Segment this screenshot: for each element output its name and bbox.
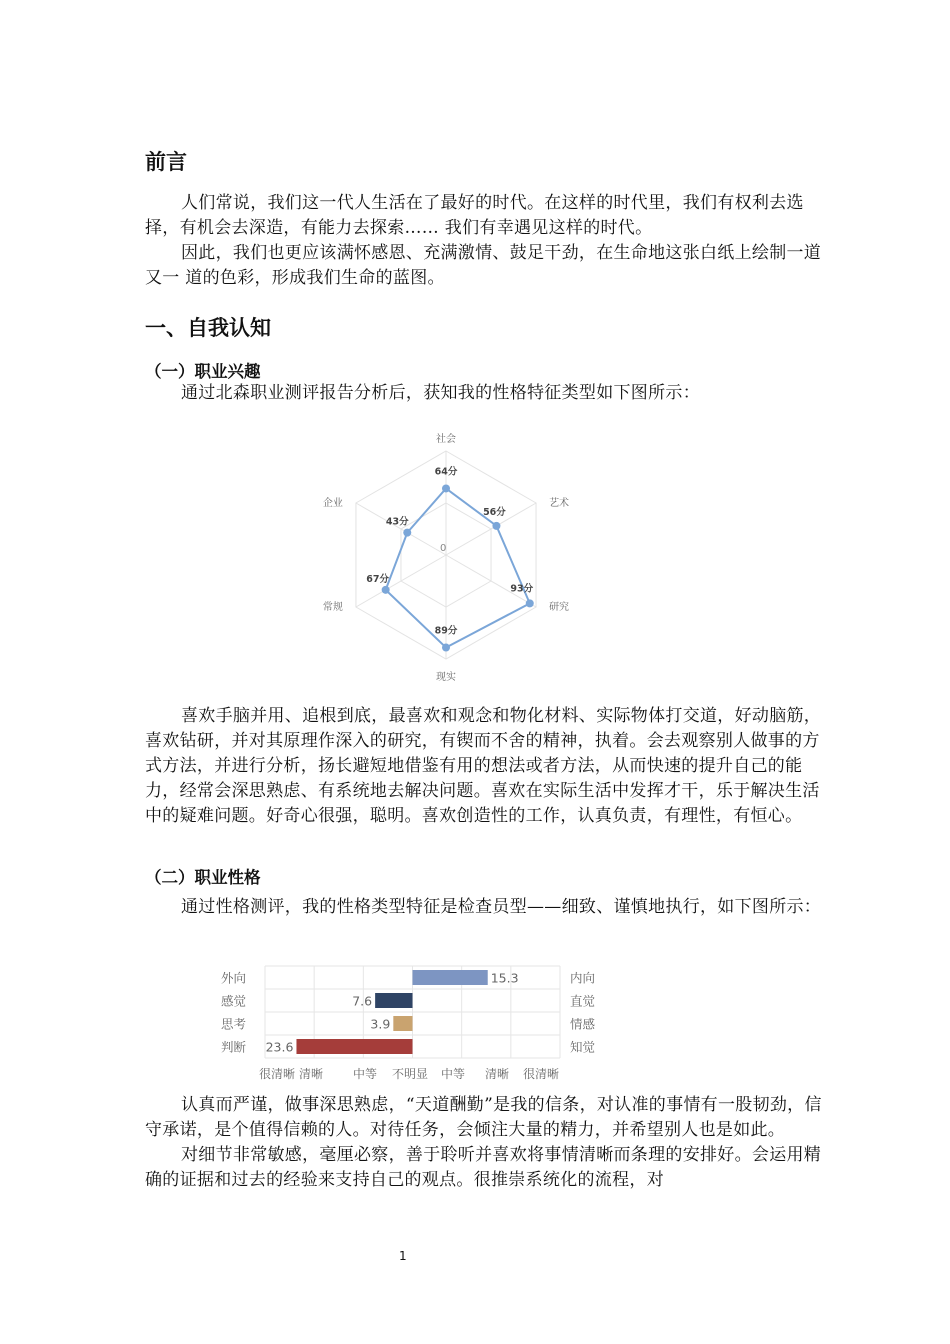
bar-left-category: 判断 [221,1039,247,1055]
bar-x-tick-label: 中等 [440,1067,466,1081]
subsection-title-interest: （一）职业兴趣 [145,362,261,381]
bar [413,970,488,985]
interest-radar-chart [300,430,600,692]
personality-paragraph: 认真而严谨，做事深思熟虑，“天道酬勤”是我的信条，对认准的事情有一股韧劲，信守承诺，是个值得信赖的人。对待任务，会倾注大量的精力，并希望别人也是如此。 [145,1095,822,1140]
bar-right-category: 内向 [570,970,596,986]
radar-point [382,586,390,594]
interest-description-text: 喜欢手脑并用、追根到底，最喜欢和观念和物化材料、实际物体打交道，好动脑筋，喜欢钻研，并对其原理作深入的研究，有锲而不舍的精神，执着。会去观察别人做事的方式方法，并进行分析，扬长避短地借鉴有用的想法或者方法，从而快速的提升自己的能力，经常会深思熟虑、有系统地去解决问题。喜欢在实际生活中发挥才干，乐于解决生活中的疑难问题。好奇心很强，聪明。喜欢创造性的工作，认真负责，有理性，有恒心。 [145,706,822,826]
interest-intro-text: 通过北森职业测评报告分析后，获知我的性格特征类型如下图所示： [181,383,700,403]
page-number: 1 [399,1249,407,1263]
bar-right-category: 情感 [570,1016,596,1032]
radar-center-label: 0 [440,543,447,554]
radar-value-label: 67分 [366,573,390,585]
bar-right-category: 直觉 [570,993,596,1009]
radar-value-label: 93分 [510,583,534,595]
bar-left-category: 外向 [221,970,247,986]
interest-intro [145,381,825,406]
preface-title: 前言 [145,150,187,174]
bar-x-tick-label: 很清晰 [522,1067,560,1081]
preface-body [145,191,825,291]
bar-value-label: 23.6 [265,1039,294,1055]
radar-point [442,644,450,652]
radar-value-label: 56分 [483,506,506,518]
bar-left-category: 思考 [221,1016,247,1032]
radar-axis-label: 研究 [549,602,570,613]
bar-right-category: 知觉 [570,1039,596,1055]
radar-axis-label: 现实 [436,672,456,683]
radar-axis-label: 社会 [436,434,456,445]
personality-body [145,1093,825,1193]
bar [393,1016,412,1031]
bar-value-label: 3.9 [370,1016,391,1032]
radar-point [526,599,534,607]
radar-axis-label: 企业 [322,498,343,509]
bar-x-tick-label: 不明显 [391,1067,429,1081]
radar-point [403,529,411,537]
personality-bar-chart [215,962,615,1090]
preface-paragraph: 因此，我们也更应该满怀感恩、充满激情、鼓足干劲，在生命地这张白纸上绘制一道又一 道的色彩，形成我们生命的蓝图。 [145,243,822,288]
radar-svg [300,430,600,692]
radar-point [492,522,500,530]
bar-value-label: 7.6 [352,993,373,1009]
subsection-title-personality: （二）职业性格 [145,868,261,887]
bar [296,1039,412,1054]
bar-value-label: 15.3 [490,970,519,986]
section-title: 一、自我认知 [145,316,271,340]
bar-left-category: 感觉 [221,993,247,1009]
bar-svg [215,962,615,1090]
radar-axis-label: 常规 [322,602,343,613]
preface-paragraph: 人们常说，我们这一代人生活在了最好的时代。在这样的时代里，我们有权利去选择，有机会去深造，有能力去探索…… 我们有幸遇见这样的时代。 [145,193,804,238]
interest-description [145,704,825,829]
radar-point [442,484,450,492]
bar-x-tick-label: 很清晰 [258,1067,296,1081]
radar-axis-label: 艺术 [549,498,570,509]
bar-x-tick-label: 清晰 [298,1067,324,1081]
personality-intro [145,895,825,920]
bar-x-tick-label: 中等 [352,1067,378,1081]
personality-intro-text: 通过性格测评，我的性格类型特征是检查员型——细致、谨慎地执行，如下图所示： [181,897,822,917]
personality-paragraph: 对细节非常敏感，毫厘必察，善于聆听并喜欢将事情清晰而条理的安排好。会运用精确的证据和过去的经验来支持自己的观点。很推崇系统化的流程，对 [145,1145,822,1190]
bar [375,993,412,1008]
radar-value-label: 89分 [434,625,458,637]
radar-value-label: 64分 [434,466,458,478]
bar-x-tick-label: 清晰 [484,1067,510,1081]
radar-value-label: 43分 [385,516,409,528]
